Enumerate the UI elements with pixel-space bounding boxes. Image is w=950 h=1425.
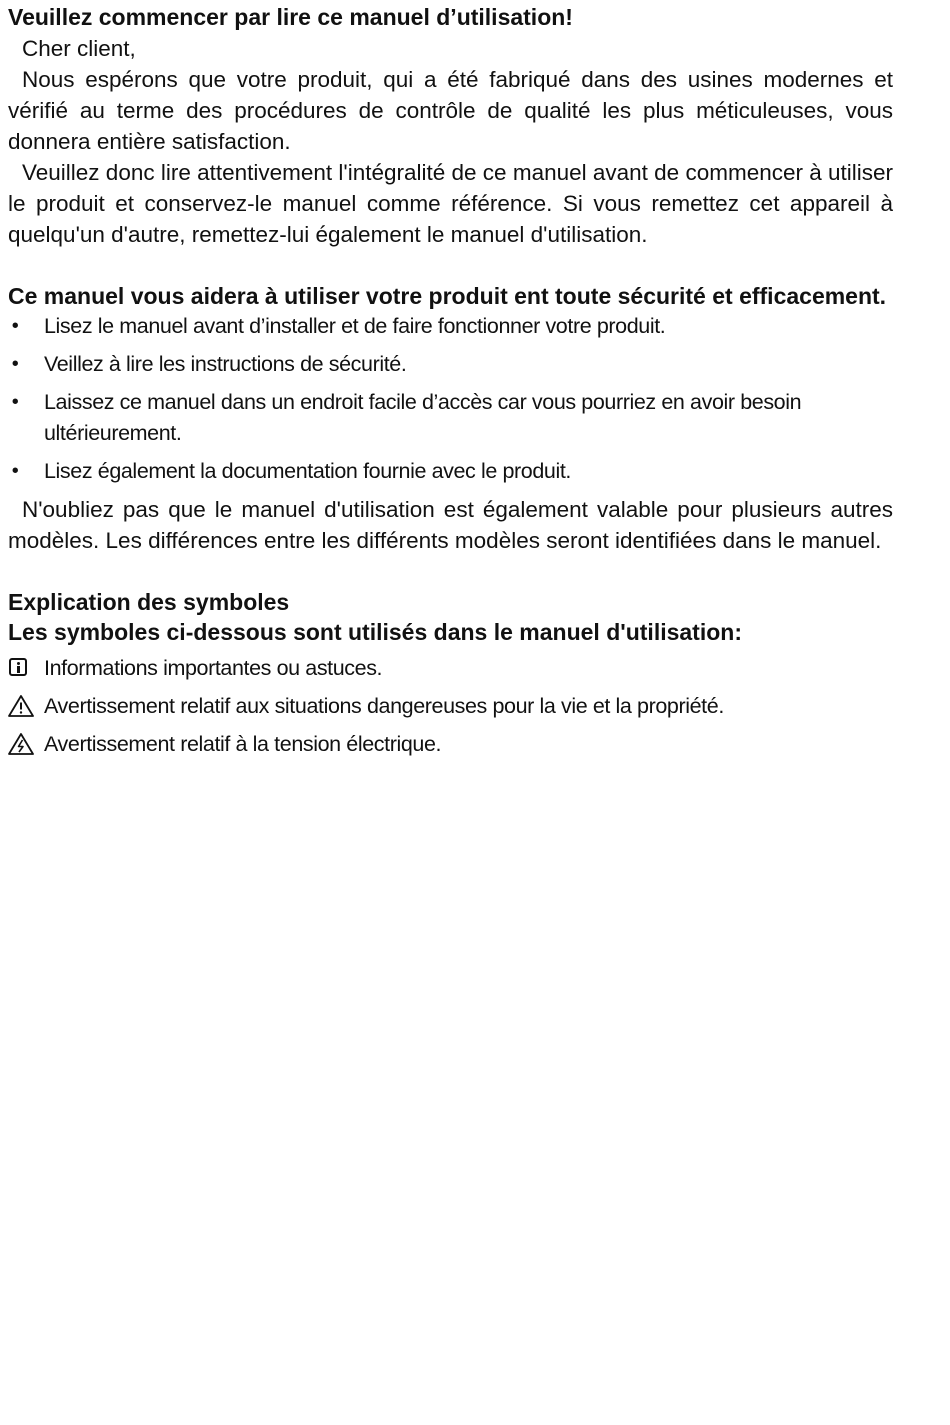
symbol-text: Avertissement relatif aux situations dangereuses pour la vie et la propriété. — [44, 694, 724, 718]
symbol-text: Informations importantes ou astuces. — [44, 656, 383, 680]
symbols-subheading: Les symboles ci-dessous sont utilisés dans le manuel d'utilisation: — [8, 619, 742, 645]
symbol-text: Avertissement relatif à la tension électrique. — [44, 732, 442, 756]
intro-paragraph-2: Veuillez donc lire attentivement l'intégralité de ce manuel avant de commencer à utiliser le produit et conservez-le manuel comme référence. Si vous remettez cet appareil à quelqu'un d'autre, remettez-lui également le manuel d'utilisation. — [8, 160, 894, 247]
bullet-text: Lisez également la documentation fournie avec le produit. — [44, 459, 571, 483]
symbols-heading: Explication des symboles — [8, 589, 290, 615]
info-icon — [8, 656, 34, 680]
page-title: Veuillez commencer par lire ce manuel d’utilisation! — [8, 4, 573, 30]
warning-triangle-icon — [8, 694, 34, 718]
symbol-row-electric — [8, 729, 893, 759]
symbol-row-warning — [8, 691, 893, 721]
bullet-icon: • — [11, 460, 19, 482]
spacer — [8, 250, 893, 281]
symbol-row-info — [8, 653, 893, 683]
list-item — [8, 349, 893, 380]
safety-heading: Ce manuel vous aidera à utiliser votre produit ent toute sécurité et efficacement. — [8, 283, 887, 309]
bullet-list — [8, 311, 893, 487]
bullet-icon: • — [11, 391, 19, 413]
models-note: N'oubliez pas que le manuel d'utilisation est également valable pour plusieurs autres modèles. Les différences entre les différents modèles seront identifiées dans le manuel. — [8, 497, 893, 553]
bullet-text: Veillez à lire les instructions de sécurité. — [44, 352, 407, 376]
intro-paragraph-1: Nous espérons que votre produit, qui a été fabriqué dans des usines modernes et vérifié au terme des procédures de contrôle de qualité les plus méticuleuses, vous donnera entière satisfaction. — [8, 67, 893, 154]
greeting: Cher client, — [22, 36, 136, 61]
list-item — [8, 387, 893, 449]
electric-warning-icon — [8, 732, 34, 756]
bullet-icon: • — [11, 353, 19, 375]
spacer — [8, 556, 893, 587]
list-item — [8, 311, 893, 342]
bullet-icon: • — [11, 315, 19, 337]
list-item — [8, 456, 893, 487]
bullet-text: Laissez ce manuel dans un endroit facile d’accès car vous pourriez en avoir besoin ultérieurement. — [44, 390, 802, 445]
bullet-text: Lisez le manuel avant d’installer et de faire fonctionner votre produit. — [44, 314, 666, 338]
